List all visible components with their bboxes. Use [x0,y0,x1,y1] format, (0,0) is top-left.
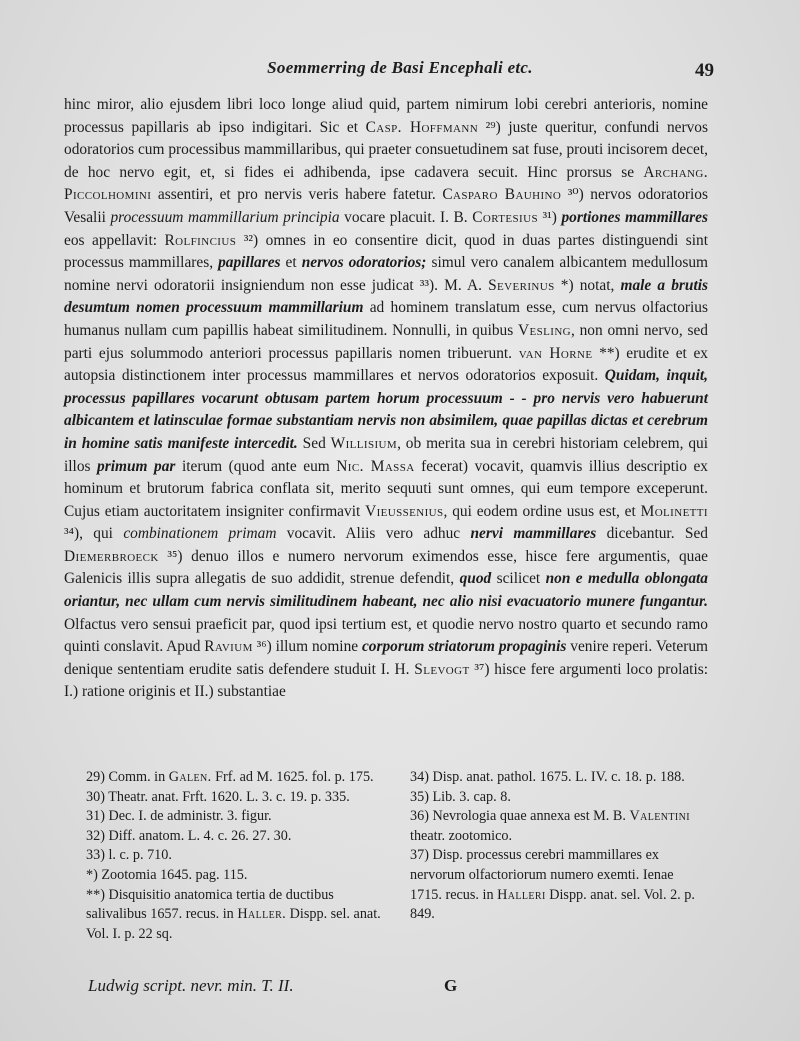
text-run: scilicet [491,570,546,588]
text-run: *) Zootomia 1645. pag. 115. [86,866,248,883]
text-run: nervos odoratorios; [301,254,427,272]
footnote [410,807,708,846]
text-run: ³⁵) denuo illos e numero nervorum eximendos esse, hisce fere argumentis, quae Galenicis illis supra allegatis de suo addidit, strenue defendit, [64,547,708,588]
footnote [86,846,386,866]
text-run: Molinetti [640,502,708,520]
text-run: Rolfincius [164,231,237,249]
footnote [86,886,386,945]
running-title: Soemmerring de Basi Encephali etc. [267,58,533,77]
text-run: et [280,254,302,272]
text-run: primum par [97,457,176,475]
text-run: Casparo Bauhino [442,186,562,204]
signature-line [88,976,708,1002]
text-run: ³⁷) hisce fere argumenti loco prolatis: I.) ratione originis et II.) substantiae [64,660,708,701]
footnotes-right-column [410,768,708,925]
text-run: Vieussenius [365,502,444,520]
text-run: eos appellavit: [64,231,165,249]
text-run: vocare placuit. I. B. [339,208,473,226]
text-run: 33) l. c. p. 710. [86,847,172,864]
text-run: Severinus [488,276,555,294]
text-run: Frf. ad M. 1625. fol. p. 175. [211,769,374,785]
text-run: ³¹) [538,208,562,226]
running-head [0,58,800,88]
text-run: simul vero canalem albicantem medullosum nomine nervi odoratorii insigniendum non esse judicat ³³). M. A. [64,254,708,294]
text-run: corporum striatorum propaginis [361,638,567,656]
text-run: Casp. Hoffmann [365,118,479,136]
main-text [64,94,708,704]
page-number: 49 [695,60,714,81]
text-run: hinc miror, alio ejusdem libri loco longe aliud quid, partem nimirum lobi cerebri anterioris, nomine processus papillaris ab ipso indigitari. Sic et [64,96,708,136]
text-run: ²⁹) juste queritur, confundi nervos odoratorios cum processibus mammillaribus, qui praeter consuetudinem sat fuse, prouti incisorem decet, de hoc nervo egit, et, si fides ei adhibenda, ipse cadavera secuit. Hinc prorsus se [64,118,708,181]
text-run: combinationem primam [123,525,277,543]
text-run: vocavit. Aliis vero adhuc [276,525,471,543]
text-run: Haller. [237,906,287,923]
footnote [86,788,386,808]
text-run: Willisium [330,434,398,452]
footnote [86,827,386,847]
text-run: non e medulla oblongata oriantur, nec ullam cum nervis similitudinem habeant, nec alio nisi evacuatorio munere fungantur. [64,570,708,611]
text-run: ³⁶) illum nomine [252,638,362,656]
text-run: theatr. zootomico. [410,827,513,844]
text-run: Olfactus vero sensui praeficit par, quod ipsi tertium est, et quodie nervo nostro quarto et secundo ramo quinti conslavit. Apud [64,615,708,656]
text-run: van Horne [518,344,593,362]
footnote [410,846,708,924]
footnote [86,866,386,886]
text-run: , non omni nervo, sed parti ejus solummodo anteriori processus papillaris nomen tribuerunt. [64,321,708,362]
text-run: Valentini [629,808,690,825]
text-run: Diemerbroeck [64,547,159,565]
text-run: 36) Nevrologia quae annexa est M. B. [410,808,630,825]
text-run: papillares [218,254,281,272]
text-run: **) erudite et ex autopsia distinctionem inter processus mammillares et nervos odoratorios exposuit. [64,344,709,385]
text-run: nervi mammillares [470,525,597,543]
text-run: *) notat, [554,276,621,294]
text-run: , qui eodem ordine usus est, et [443,502,641,520]
text-run: 35) Lib. 3. cap. 8. [410,788,511,805]
text-run: male a brutis desumtum nomen processuum mammillarium [64,276,708,317]
footnote [86,807,386,827]
text-run: portiones mammillares [561,208,708,226]
text-run: 30) Theatr. anat. Frft. 1620. L. 3. c. 19. p. 335. [86,788,350,805]
text-run: Slevogt [414,660,470,678]
text-run: fecerat) vocavit, quamvis illius descriptio ex hominum et brutorum fabrica conflata sit, merito sequuti sunt omnes, qui eum tempore exceperunt. Cujus etiam auctoritatem insigniter confirmavit [64,457,708,520]
text-run: 34) Disp. anat. pathol. 1675. L. IV. c. 18. p. 188. [410,769,685,785]
text-run: 37) Disp. processus cerebri mammillares ex nervorum olfactoriorum numero exemti. Ienae 1715. recus. in [410,847,674,903]
text-run: Nic. Massa [336,457,415,475]
text-run: 31) Dec. I. de administr. 3. figur. [86,808,272,825]
text-run: venire reperi. Veterum denique sententiam erudite satis defendere studuit I. H. [64,638,708,678]
text-run: processuum mammillarium principia [110,208,340,226]
footnote [410,788,708,808]
main-paragraph [64,94,708,704]
text-run: ad hominem translatum esse, cum nervus olfactorius humanus nullam cum papillis habeat similitudinem. Nonnulli, in quibus [64,299,708,339]
text-run: Quidam, inquit, processus papillares vocarunt obtusam partem horum processuum - - pro nervis vero habuerunt albicantem et latinsculae formae substantiam nervis non absimilem, quae papillas dictas et cerebrum in homine satis manifeste intercedit. [64,367,708,452]
text-run: Dispp. anat. sel. Vol. 2. p. 849. [410,886,695,923]
footnotes [64,768,708,968]
text-run: quod [459,570,492,588]
footnote [410,768,708,788]
text-run: Vesling [517,321,572,339]
footnote [86,768,386,788]
text-run: Dispp. sel. anat. Vol. I. p. 22 sq. [86,906,381,942]
text-run: Cortesius [472,208,538,226]
text-run: ³²) omnes in eo consentire dicit, quod in duas partes distinguendi sint processus mammillares, [64,231,708,272]
text-run: dicebantur. Sed [596,525,708,543]
signature-text: Ludwig script. nevr. min. T. II. [88,976,294,995]
footnotes-left-column [86,768,386,944]
text-run: Galen. [168,769,212,785]
text-run: 29) Comm. in [86,769,169,785]
text-run: iterum (quod ante eum [175,457,337,475]
text-run: 32) Diff. anatom. L. 4. c. 26. 27. 30. [86,827,292,844]
text-run: **) Disquisitio anatomica tertia de ductibus salivalibus 1657. recus. in [86,886,334,923]
text-run: assentiri, et pro nervis veris habere fatetur. [151,186,443,204]
text-run: ³⁰) nervos odoratorios Vesalii [64,186,708,226]
signature-mark: G [444,976,458,995]
text-run: ³⁴), qui [64,525,124,543]
text-run: Halleri [497,886,546,903]
text-run: Archang. Piccolhomini [64,163,708,204]
text-run: , ob merita sua in cerebri historiam celebrem, qui illos [64,434,708,475]
text-run: Sed [297,434,331,452]
text-run: Ravium [204,638,253,656]
